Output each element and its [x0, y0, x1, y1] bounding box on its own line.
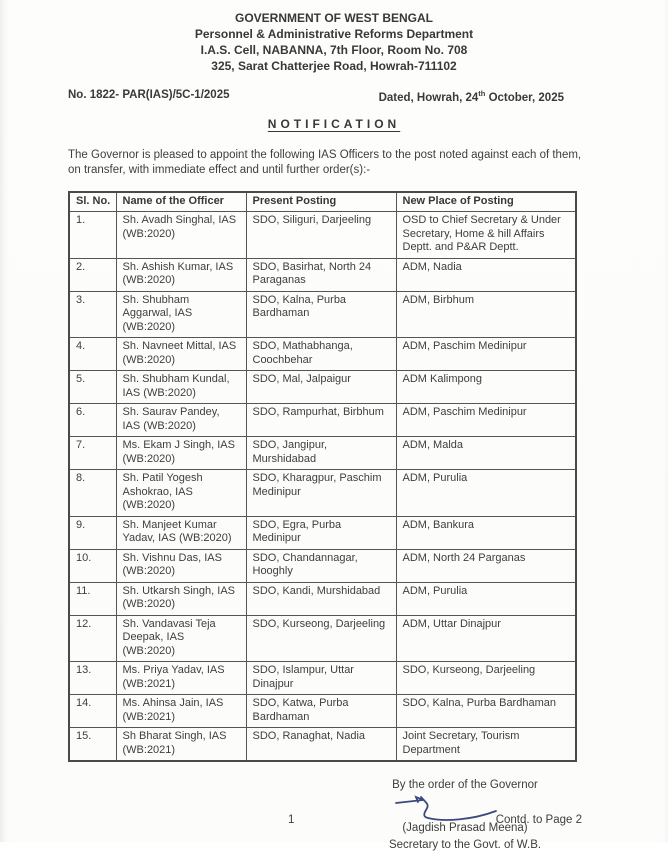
cell-new-posting: ADM, Paschim Medinipur — [396, 338, 576, 371]
cell-present-posting: SDO, Siliguri, Darjeeling — [246, 212, 396, 259]
cell-present-posting: SDO, Basirhat, North 24 Paraganas — [246, 258, 396, 291]
cell-new-posting: ADM, Birbhum — [396, 291, 576, 338]
table-header-row — [69, 192, 576, 212]
cell-sl-no: 14. — [69, 695, 116, 728]
cell-present-posting: SDO, Rampurhat, Birbhum — [246, 404, 396, 437]
table-row — [69, 371, 576, 404]
cell-sl-no: 5. — [69, 371, 116, 404]
cell-present-posting: SDO, Ranaghat, Nadia — [246, 728, 396, 762]
cell-officer-name: Sh. Navneet Mittal, IAS (WB:2020) — [116, 338, 246, 371]
cell-sl-no: 1. — [69, 212, 116, 259]
table-row — [69, 470, 576, 517]
cell-present-posting: SDO, Kharagpur, Paschim Medinipur — [246, 470, 396, 517]
cell-present-posting: SDO, Egra, Purba Medinipur — [246, 516, 396, 549]
signatory-designation: Secretary to the Govt. of W.B. — [388, 839, 542, 852]
table-row — [69, 291, 576, 338]
cell-new-posting: ADM Kalimpong — [396, 371, 576, 404]
table-row — [69, 662, 576, 695]
table-row — [69, 437, 576, 470]
table-row — [69, 728, 576, 762]
cell-present-posting: SDO, Islampur, Uttar Dinajpur — [246, 662, 396, 695]
header-department: Personnel & Administrative Reforms Department — [194, 27, 474, 41]
col-header-officer-name: Name of the Officer — [116, 192, 246, 212]
order-paragraph: The Governor is pleased to appoint the following IAS Officers to the post noted against each of them, on transfer, with immediate effect and until further order(s):- — [68, 148, 582, 176]
cell-officer-name: Ms. Ekam J Singh, IAS (WB:2020) — [116, 437, 246, 470]
cell-present-posting: SDO, Chandannagar, Hooghly — [246, 549, 396, 582]
cell-new-posting: SDO, Kalna, Purba Bardhaman — [396, 695, 576, 728]
cell-new-posting: SDO, Kurseong, Darjeeling — [396, 662, 576, 695]
cell-new-posting: ADM, Purulia — [396, 470, 576, 517]
document-header — [68, 10, 600, 74]
cell-sl-no: 2. — [69, 258, 116, 291]
cell-sl-no: 15. — [69, 728, 116, 762]
memo-number: No. 1822- PAR(IAS)/5C-1/2025 — [68, 89, 230, 101]
page-number: 1 — [288, 814, 295, 826]
header-street-address: 325, Sarat Chatterjee Road, Howrah-711102 — [211, 59, 457, 73]
cell-new-posting: ADM, Uttar Dinajpur — [396, 615, 576, 662]
cell-officer-name: Sh. Ashish Kumar, IAS (WB:2020) — [116, 258, 246, 291]
col-header-new-posting: New Place of Posting — [396, 192, 576, 212]
cell-new-posting: ADM, Bankura — [396, 516, 576, 549]
cell-officer-name: Sh. Shubham Aggarwal, IAS (WB:2020) — [116, 291, 246, 338]
cell-present-posting: SDO, Mathabhanga, Coochbehar — [246, 338, 396, 371]
cell-new-posting: ADM, Nadia — [396, 258, 576, 291]
cell-sl-no: 11. — [69, 582, 116, 615]
cell-officer-name: Sh. Manjeet Kumar Yadav, IAS (WB:2020) — [116, 516, 246, 549]
table-row — [69, 212, 576, 259]
table-row — [69, 404, 576, 437]
cell-sl-no: 13. — [69, 662, 116, 695]
table-row — [69, 549, 576, 582]
officers-table-body — [69, 212, 576, 762]
cell-officer-name: Sh. Saurav Pandey, IAS (WB:2020) — [116, 404, 246, 437]
officers-transfer-table — [68, 191, 577, 763]
cell-officer-name: Sh. Patil Yogesh Ashokrao, IAS (WB:2020) — [116, 470, 246, 517]
cell-present-posting: SDO, Kandi, Murshidabad — [246, 582, 396, 615]
notification-title: NOTIFICATION — [267, 116, 401, 131]
cell-officer-name: Ms. Ahinsa Jain, IAS (WB:2021) — [116, 695, 246, 728]
cell-present-posting: SDO, Mal, Jalpaigur — [246, 371, 396, 404]
cell-officer-name: Ms. Priya Yadav, IAS (WB:2021) — [116, 662, 246, 695]
cell-sl-no: 3. — [69, 291, 116, 338]
col-header-present-posting: Present Posting — [246, 192, 396, 212]
table-row — [69, 258, 576, 291]
cell-officer-name: Sh Bharat Singh, IAS (WB:2021) — [116, 728, 246, 762]
cell-sl-no: 10. — [69, 549, 116, 582]
header-office-address: I.A.S. Cell, NABANNA, 7th Floor, Room No. 708 — [200, 43, 468, 57]
table-row — [69, 615, 576, 662]
cell-sl-no: 6. — [69, 404, 116, 437]
cell-officer-name: Sh. Utkarsh Singh, IAS (WB:2020) — [116, 582, 246, 615]
table-row — [69, 582, 576, 615]
table-row — [69, 338, 576, 371]
table-row — [69, 695, 576, 728]
signatory-name: (Jagdish Prasad Meena) — [402, 822, 528, 835]
cell-new-posting: OSD to Chief Secretary & Under Secretary, Home & hill Affairs Deptt. and P&AR Deptt. — [396, 212, 576, 259]
continued-note: Contd. to Page 2 — [495, 814, 582, 826]
page-footer — [0, 814, 668, 830]
cell-sl-no: 8. — [69, 470, 116, 517]
reference-row — [68, 89, 600, 104]
cell-sl-no: 9. — [69, 516, 116, 549]
header-government: GOVERNMENT OF WEST BENGAL — [235, 11, 433, 25]
cell-new-posting: ADM, North 24 Parganas — [396, 549, 576, 582]
cell-new-posting: Joint Secretary, Tourism Department — [396, 728, 576, 762]
cell-present-posting: SDO, Kurseong, Darjeeling — [246, 615, 396, 662]
cell-new-posting: ADM, Malda — [396, 437, 576, 470]
cell-new-posting: ADM, Purulia — [396, 582, 576, 615]
cell-officer-name: Sh. Avadh Singhal, IAS (WB:2020) — [116, 212, 246, 259]
cell-sl-no: 7. — [69, 437, 116, 470]
cell-officer-name: Sh. Vishnu Das, IAS (WB:2020) — [116, 549, 246, 582]
cell-sl-no: 12. — [69, 615, 116, 662]
cell-sl-no: 4. — [69, 338, 116, 371]
table-row — [69, 516, 576, 549]
col-header-sl-no: Sl. No. — [69, 192, 116, 212]
cell-new-posting: ADM, Paschim Medinipur — [396, 404, 576, 437]
cell-present-posting: SDO, Katwa, Purba Bardhaman — [246, 695, 396, 728]
cell-present-posting: SDO, Jangipur, Murshidabad — [246, 437, 396, 470]
date-ordinal-suffix: th — [478, 89, 486, 98]
cell-present-posting: SDO, Kalna, Purba Bardhaman — [246, 291, 396, 338]
cell-officer-name: Sh. Shubham Kundal, IAS (WB:2020) — [116, 371, 246, 404]
memo-date: Dated, Howrah, 24th October, 2025 — [378, 89, 564, 104]
cell-officer-name: Sh. Vandavasi Teja Deepak, IAS (WB:2020) — [116, 615, 246, 662]
by-order-text: By the order of the Governor — [392, 779, 538, 792]
